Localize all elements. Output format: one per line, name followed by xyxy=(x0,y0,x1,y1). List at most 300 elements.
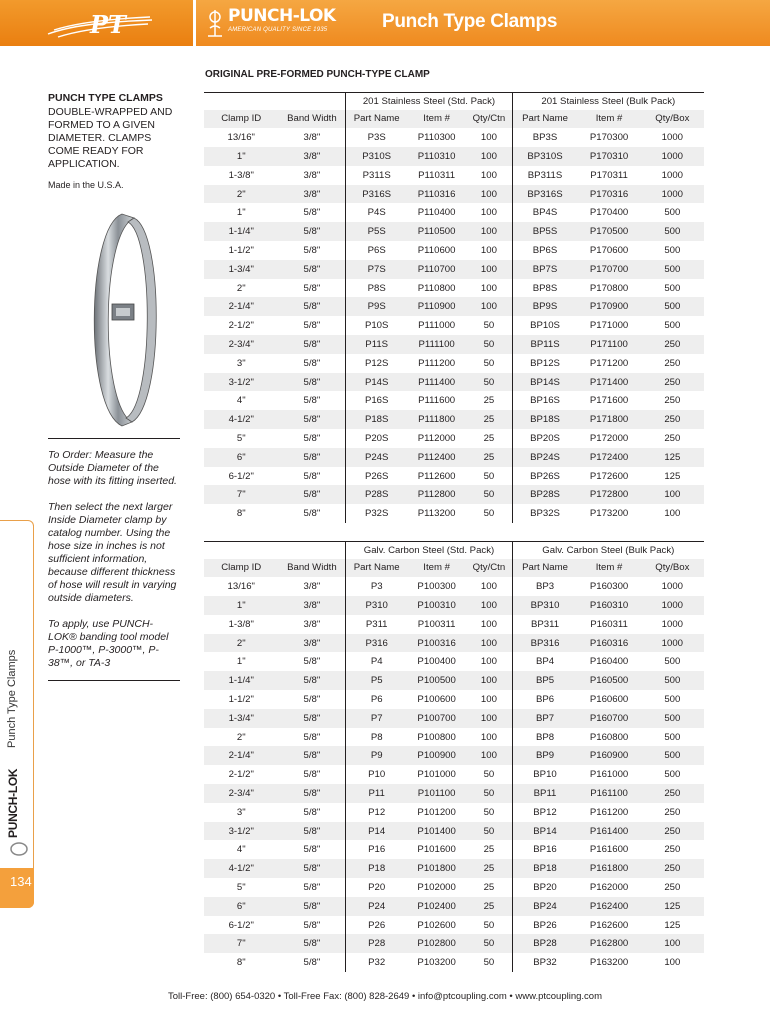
table-cell: 100 xyxy=(466,241,512,260)
table-cell: 250 xyxy=(641,859,704,878)
table-cell: 5/8" xyxy=(278,410,345,429)
table-cell: 1-1/2" xyxy=(204,690,278,709)
table-cell: 1" xyxy=(204,147,278,166)
order-instructions-select: Then select the next larger Inside Diameter clamp by catalog number. Using the hose size in inches is not sufficient information, because different thickness of hose will result in varying outside diameters. xyxy=(48,501,177,604)
table-cell: 5/8" xyxy=(278,784,345,803)
table-cell: BP24 xyxy=(512,897,577,916)
table-cell: P111800 xyxy=(407,410,466,429)
table-cell: P9S xyxy=(346,297,407,316)
table-cell: 50 xyxy=(466,803,512,822)
table-column-header xyxy=(204,110,704,129)
table-cell: 5/8" xyxy=(278,241,345,260)
table-cell: 250 xyxy=(641,354,704,373)
table-cell: P8S xyxy=(346,279,407,298)
table-cell: 250 xyxy=(641,840,704,859)
table-row xyxy=(204,953,704,972)
table-cell: P101100 xyxy=(407,784,466,803)
table-cell: P172600 xyxy=(577,467,640,486)
table-cell: 25 xyxy=(466,391,512,410)
table-cell: P172800 xyxy=(577,485,640,504)
table-cell: 2-1/2" xyxy=(204,765,278,784)
page-title: Punch Type Clamps xyxy=(382,11,558,32)
table-cell: P102600 xyxy=(407,916,466,935)
table-cell: 500 xyxy=(641,652,704,671)
side-tab-label: Punch Type Clamps xyxy=(6,649,18,748)
table-cell: 5/8" xyxy=(278,765,345,784)
table-cell: BP4S xyxy=(512,203,577,222)
table-cell: P113200 xyxy=(407,504,466,523)
table-cell: P32S xyxy=(346,504,407,523)
table-cell: P24 xyxy=(346,897,407,916)
table-row xyxy=(204,615,704,634)
table-cell: P18 xyxy=(346,859,407,878)
table-cell: BP7S xyxy=(512,260,577,279)
table-cell: P28 xyxy=(346,934,407,953)
table-cell: P6S xyxy=(346,241,407,260)
table-cell: P111100 xyxy=(407,335,466,354)
table-cell: P311S xyxy=(346,166,407,185)
table-cell: P162000 xyxy=(577,878,640,897)
table-cell: 5/8" xyxy=(278,373,345,392)
table-row xyxy=(204,634,704,653)
table-cell: P110600 xyxy=(407,241,466,260)
table-cell: P11S xyxy=(346,335,407,354)
table-cell: P3S xyxy=(346,128,407,147)
table-cell: P18S xyxy=(346,410,407,429)
table-cell: 2-1/4" xyxy=(204,746,278,765)
table-cell: 50 xyxy=(466,373,512,392)
table-row xyxy=(204,448,704,467)
table-cell: BP16 xyxy=(512,840,577,859)
table-cell: P111400 xyxy=(407,373,466,392)
table-cell: 250 xyxy=(641,784,704,803)
table-cell: 5/8" xyxy=(278,859,345,878)
table-cell: P170500 xyxy=(577,222,640,241)
table-cell: BP32S xyxy=(512,504,577,523)
table-cell: 1-3/8" xyxy=(204,166,278,185)
table-cell: 100 xyxy=(641,934,704,953)
col-header: Qty/Ctn xyxy=(466,559,512,578)
table-cell: 5/8" xyxy=(278,391,345,410)
table-cell: 250 xyxy=(641,878,704,897)
table-row xyxy=(204,297,704,316)
table-cell: 13/16" xyxy=(204,577,278,596)
table-cell: 2" xyxy=(204,634,278,653)
table-column-header xyxy=(204,559,704,578)
table-cell: 3" xyxy=(204,354,278,373)
header-logo-panel xyxy=(0,0,195,46)
table-cell: BP11 xyxy=(512,784,577,803)
table-row xyxy=(204,690,704,709)
table-cell: BP310S xyxy=(512,147,577,166)
table-cell: 50 xyxy=(466,784,512,803)
table-cell: 5/8" xyxy=(278,709,345,728)
table-cell: P100400 xyxy=(407,652,466,671)
table-row xyxy=(204,147,704,166)
col-header: Part Name xyxy=(512,559,577,578)
table-cell: 4" xyxy=(204,840,278,859)
divider-line xyxy=(48,680,180,681)
col-header: Item # xyxy=(577,110,640,129)
table-cell: 7" xyxy=(204,934,278,953)
table-cell: 2-1/4" xyxy=(204,297,278,316)
table-cell: P170311 xyxy=(577,166,640,185)
table-cell: 50 xyxy=(466,504,512,523)
table-cell: P171200 xyxy=(577,354,640,373)
table-group-header xyxy=(204,542,704,559)
table-cell: P311 xyxy=(346,615,407,634)
table-cell: 6-1/2" xyxy=(204,916,278,935)
table-cell: 5/8" xyxy=(278,485,345,504)
table-row xyxy=(204,222,704,241)
table-row xyxy=(204,784,704,803)
table-cell: P160800 xyxy=(577,728,640,747)
table-cell: 25 xyxy=(466,878,512,897)
table-row xyxy=(204,765,704,784)
col-header: Clamp ID xyxy=(204,110,278,129)
table-row xyxy=(204,746,704,765)
table-cell: 500 xyxy=(641,222,704,241)
table-cell: BP20S xyxy=(512,429,577,448)
table-row xyxy=(204,203,704,222)
table-cell: 100 xyxy=(466,166,512,185)
table-cell: 50 xyxy=(466,335,512,354)
page-header xyxy=(0,0,770,50)
table-cell: P171800 xyxy=(577,410,640,429)
table-cell: P100500 xyxy=(407,671,466,690)
table-cell: 250 xyxy=(641,410,704,429)
table-cell: 1000 xyxy=(641,615,704,634)
table-cell: BP316S xyxy=(512,185,577,204)
table-cell: 100 xyxy=(466,746,512,765)
col-header: Item # xyxy=(407,559,466,578)
table-row xyxy=(204,822,704,841)
table-cell: P160310 xyxy=(577,596,640,615)
table-cell: 5/8" xyxy=(278,671,345,690)
table-cell: 100 xyxy=(466,728,512,747)
table-cell: 1000 xyxy=(641,596,704,615)
col-header: Part Name xyxy=(346,559,407,578)
table-cell: BP14 xyxy=(512,822,577,841)
table-cell: 500 xyxy=(641,297,704,316)
table-cell: P316S xyxy=(346,185,407,204)
table-cell: P170400 xyxy=(577,203,640,222)
table-row xyxy=(204,316,704,335)
table-cell: 5/8" xyxy=(278,690,345,709)
table-cell: 5" xyxy=(204,429,278,448)
group-bulk-pack: Galv. Carbon Steel (Bulk Pack) xyxy=(512,542,704,559)
table-cell: BP8S xyxy=(512,279,577,298)
table-cell: 25 xyxy=(466,410,512,429)
header-divider xyxy=(193,0,196,46)
clamp-mini-icon xyxy=(8,840,30,858)
table-cell: 125 xyxy=(641,448,704,467)
table-row xyxy=(204,467,704,486)
table-cell: P162600 xyxy=(577,916,640,935)
table-cell: 1" xyxy=(204,203,278,222)
table-cell: BP311S xyxy=(512,166,577,185)
table-cell: P160900 xyxy=(577,746,640,765)
table-cell: 5/8" xyxy=(278,448,345,467)
table-cell: 100 xyxy=(641,953,704,972)
table-cell: P102800 xyxy=(407,934,466,953)
table-cell: 500 xyxy=(641,241,704,260)
table-cell: P160400 xyxy=(577,652,640,671)
table-cell: 1-1/4" xyxy=(204,222,278,241)
table-row xyxy=(204,166,704,185)
table-cell: 1000 xyxy=(641,634,704,653)
table-cell: P20 xyxy=(346,878,407,897)
table-cell: 3/8" xyxy=(278,147,345,166)
table-cell: P110900 xyxy=(407,297,466,316)
table-cell: P310 xyxy=(346,596,407,615)
table-cell: P101800 xyxy=(407,859,466,878)
group-std-pack: Galv. Carbon Steel (Std. Pack) xyxy=(346,542,512,559)
table-cell: 25 xyxy=(466,897,512,916)
table-cell: 50 xyxy=(466,354,512,373)
table-cell: 100 xyxy=(466,671,512,690)
table-cell: 8" xyxy=(204,953,278,972)
table-cell: P4 xyxy=(346,652,407,671)
made-in-label: Made in the U.S.A. xyxy=(48,180,124,190)
table-cell: P7S xyxy=(346,260,407,279)
table-cell: 500 xyxy=(641,279,704,298)
table-cell: 100 xyxy=(466,222,512,241)
table-cell: 100 xyxy=(466,709,512,728)
table-cell: 5/8" xyxy=(278,335,345,354)
table-cell: 500 xyxy=(641,765,704,784)
brand-name: PUNCH-LOK xyxy=(228,6,336,26)
table-cell: 50 xyxy=(466,765,512,784)
table-cell: 100 xyxy=(466,185,512,204)
table-cell: P100700 xyxy=(407,709,466,728)
table-cell: 3/8" xyxy=(278,577,345,596)
table-row xyxy=(204,504,704,523)
table-cell: P100900 xyxy=(407,746,466,765)
table-row xyxy=(204,260,704,279)
table-cell: BP9 xyxy=(512,746,577,765)
table-cell: 25 xyxy=(466,859,512,878)
table-cell: BP26 xyxy=(512,916,577,935)
table-group-header xyxy=(204,93,704,110)
table-cell: 5/8" xyxy=(278,429,345,448)
table-cell: 5/8" xyxy=(278,897,345,916)
table-cell: P28S xyxy=(346,485,407,504)
table-cell: 1-1/4" xyxy=(204,671,278,690)
table-cell: BP10 xyxy=(512,765,577,784)
table-row xyxy=(204,803,704,822)
table-cell: P170700 xyxy=(577,260,640,279)
table-cell: 500 xyxy=(641,671,704,690)
table-cell: 6" xyxy=(204,448,278,467)
table-cell: P11 xyxy=(346,784,407,803)
table-cell: 1-3/4" xyxy=(204,260,278,279)
table-cell: P110316 xyxy=(407,185,466,204)
table-cell: 1" xyxy=(204,652,278,671)
table-cell: 5/8" xyxy=(278,316,345,335)
table-cell: 3/8" xyxy=(278,128,345,147)
table-row xyxy=(204,391,704,410)
table-cell: 500 xyxy=(641,203,704,222)
table-cell: 100 xyxy=(466,128,512,147)
table-row xyxy=(204,709,704,728)
table-cell: 500 xyxy=(641,709,704,728)
table-cell: 5/8" xyxy=(278,203,345,222)
table-cell: 250 xyxy=(641,429,704,448)
table-cell: 50 xyxy=(466,822,512,841)
table-cell: BP8 xyxy=(512,728,577,747)
table-cell: P170900 xyxy=(577,297,640,316)
table-cell: 5" xyxy=(204,878,278,897)
table-cell: P100800 xyxy=(407,728,466,747)
table-cell: 1-3/8" xyxy=(204,615,278,634)
table-cell: P111000 xyxy=(407,316,466,335)
table-cell: 1-3/4" xyxy=(204,709,278,728)
table-cell: P24S xyxy=(346,448,407,467)
table-row xyxy=(204,185,704,204)
table-cell: BP6S xyxy=(512,241,577,260)
table-cell: 100 xyxy=(466,615,512,634)
table-cell: 500 xyxy=(641,690,704,709)
table-cell: 250 xyxy=(641,391,704,410)
table-cell: 125 xyxy=(641,897,704,916)
col-header: Part Name xyxy=(346,110,407,129)
table-cell: 50 xyxy=(466,316,512,335)
table-cell: P10S xyxy=(346,316,407,335)
table-cell: 5/8" xyxy=(278,260,345,279)
table-cell: BP310 xyxy=(512,596,577,615)
side-tab-brand: PUNCH-LOK xyxy=(6,768,20,838)
description-title: PUNCH TYPE CLAMPS xyxy=(48,92,163,104)
footer-contact: Toll-Free: (800) 654-0320 • Toll-Free Fax: (800) 828-2649 • info@ptcoupling.com • www.ptcoupling.com xyxy=(168,991,602,1002)
table-cell: 2" xyxy=(204,279,278,298)
table-cell: 5/8" xyxy=(278,840,345,859)
table-cell: 100 xyxy=(466,147,512,166)
table-cell: 25 xyxy=(466,429,512,448)
table-cell: P112400 xyxy=(407,448,466,467)
table-cell: P160600 xyxy=(577,690,640,709)
table-cell: P16 xyxy=(346,840,407,859)
table-cell: P160300 xyxy=(577,577,640,596)
table-row xyxy=(204,859,704,878)
table-cell: 3/8" xyxy=(278,166,345,185)
table-cell: 5/8" xyxy=(278,652,345,671)
table-cell: P6 xyxy=(346,690,407,709)
table-cell: P171000 xyxy=(577,316,640,335)
table-row xyxy=(204,429,704,448)
table-cell: P110310 xyxy=(407,147,466,166)
table-cell: BP28 xyxy=(512,934,577,953)
table-cell: P102000 xyxy=(407,878,466,897)
table-cell: P170800 xyxy=(577,279,640,298)
table-cell: BP28S xyxy=(512,485,577,504)
table-cell: 1000 xyxy=(641,577,704,596)
table-cell: 125 xyxy=(641,916,704,935)
table-cell: 100 xyxy=(466,634,512,653)
table-cell: P8 xyxy=(346,728,407,747)
table-cell: P16S xyxy=(346,391,407,410)
order-instructions-measure: To Order: Measure the Outside Diameter of the hose with its fitting inserted. xyxy=(48,449,177,487)
table-cell: P170300 xyxy=(577,128,640,147)
table-cell: P161200 xyxy=(577,803,640,822)
table-cell: 5/8" xyxy=(278,728,345,747)
table-cell: 5/8" xyxy=(278,803,345,822)
table-cell: BP9S xyxy=(512,297,577,316)
table-cell: 25 xyxy=(466,448,512,467)
table-cell: 100 xyxy=(641,485,704,504)
table-cell: BP5 xyxy=(512,671,577,690)
table-cell: P26 xyxy=(346,916,407,935)
col-header: Part Name xyxy=(512,110,577,129)
table-row xyxy=(204,241,704,260)
table-cell: BP4 xyxy=(512,652,577,671)
col-header: Item # xyxy=(407,110,466,129)
table-cell: P26S xyxy=(346,467,407,486)
table-cell: P7 xyxy=(346,709,407,728)
table-cell: 3-1/2" xyxy=(204,822,278,841)
table-cell: 5/8" xyxy=(278,279,345,298)
table-row xyxy=(204,279,704,298)
table-cell: BP7 xyxy=(512,709,577,728)
table-cell: BP5S xyxy=(512,222,577,241)
table-row xyxy=(204,373,704,392)
table-cell: 5/8" xyxy=(278,354,345,373)
table-cell: BP16S xyxy=(512,391,577,410)
table-row xyxy=(204,596,704,615)
table-cell: P110311 xyxy=(407,166,466,185)
table-row xyxy=(204,897,704,916)
group-bulk-pack: 201 Stainless Steel (Bulk Pack) xyxy=(512,93,704,110)
table-cell: P163200 xyxy=(577,953,640,972)
table-cell: 100 xyxy=(466,596,512,615)
col-header: Qty/Box xyxy=(641,110,704,129)
table-cell: 5/8" xyxy=(278,467,345,486)
table-cell: 250 xyxy=(641,803,704,822)
table-cell: BP14S xyxy=(512,373,577,392)
table-cell: P101400 xyxy=(407,822,466,841)
table-cell: 1-1/2" xyxy=(204,241,278,260)
table-row xyxy=(204,128,704,147)
table-cell: 4-1/2" xyxy=(204,859,278,878)
table-cell: 125 xyxy=(641,467,704,486)
table-cell: BP32 xyxy=(512,953,577,972)
table-cell: 100 xyxy=(641,504,704,523)
table-cell: P110300 xyxy=(407,128,466,147)
table-cell: 2" xyxy=(204,728,278,747)
table-row xyxy=(204,840,704,859)
table-cell: 6-1/2" xyxy=(204,467,278,486)
table-cell: BP3 xyxy=(512,577,577,596)
table-cell: BP24S xyxy=(512,448,577,467)
table-cell: 5/8" xyxy=(278,934,345,953)
table-cell: P170316 xyxy=(577,185,640,204)
table-cell: 250 xyxy=(641,335,704,354)
col-header: Item # xyxy=(577,559,640,578)
table-cell: P20S xyxy=(346,429,407,448)
table-cell: 100 xyxy=(466,279,512,298)
col-header: Qty/Ctn xyxy=(466,110,512,129)
table-cell: P14 xyxy=(346,822,407,841)
table-cell: P310S xyxy=(346,147,407,166)
table-cell: 3/8" xyxy=(278,596,345,615)
table-cell: 3/8" xyxy=(278,634,345,653)
table-cell: 4-1/2" xyxy=(204,410,278,429)
table-row xyxy=(204,934,704,953)
table-cell: 2-1/2" xyxy=(204,316,278,335)
table-cell: P170310 xyxy=(577,147,640,166)
table-cell: P110500 xyxy=(407,222,466,241)
table-cell: P162400 xyxy=(577,897,640,916)
